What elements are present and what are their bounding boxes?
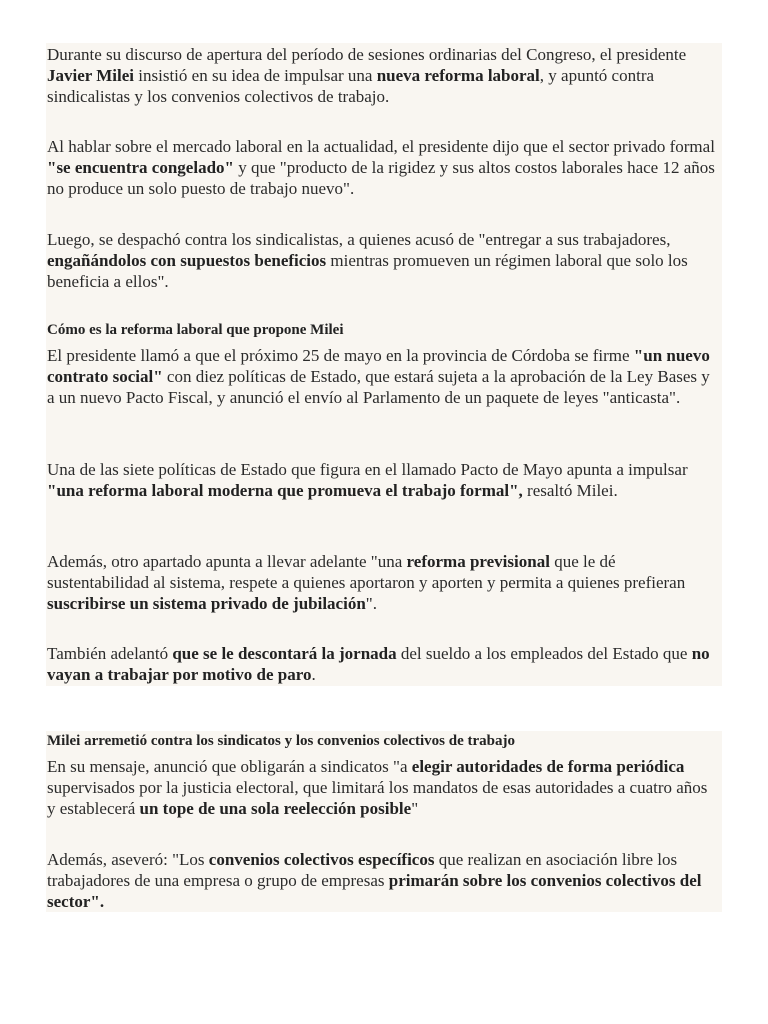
text-segment: ". xyxy=(365,594,377,613)
text-segment: Una de las siete políticas de Estado que figura en el llamado Pacto de Mayo apunta a impulsar xyxy=(47,460,688,479)
article-paragraph xyxy=(47,551,718,614)
bold-text-segment: "una reforma laboral moderna que promueva el trabajo formal", xyxy=(47,481,523,500)
text-segment: Durante su discurso de apertura del período de sesiones ordinarias del Congreso, el presidente xyxy=(47,45,687,64)
article-paragraph xyxy=(47,849,718,912)
bold-text-segment: "se encuentra congelado" xyxy=(47,158,234,177)
text-segment: resaltó Milei. xyxy=(522,481,618,500)
text-segment: que realizan en asociación libre los trabajadores de una empresa o grupo de empresas xyxy=(47,850,678,890)
article-paragraph xyxy=(47,756,718,819)
text-segment: . xyxy=(311,665,316,684)
text-segment: , y apuntó contra sindicalistas y los convenios colectivos de trabajo. xyxy=(47,66,655,106)
text-segment: del sueldo a los empleados del Estado que xyxy=(396,644,692,663)
text-segment: En su mensaje, anunció que obligarán a sindicatos "a xyxy=(47,757,412,776)
article-block-sindicatos xyxy=(46,731,722,912)
bold-text-segment: convenios colectivos específicos xyxy=(208,850,435,869)
text-segment: insistió en su idea de impulsar una xyxy=(134,66,377,85)
bold-text-segment: elegir autoridades de forma periódica xyxy=(411,757,685,776)
text-segment: supervisados por la justicia electoral, que limitará los mandatos de esas autoridades a cuatro años y establecerá xyxy=(47,778,708,818)
bold-text-segment: engañándolos con supuestos beneficios xyxy=(47,251,327,270)
section-heading: Milei arremetió contra los sindicatos y los convenios colectivos de trabajo xyxy=(47,733,515,749)
bold-text-segment: "un nuevo contrato social" xyxy=(47,346,710,386)
text-segment: Además, aseveró: "Los xyxy=(47,850,209,869)
article-paragraph xyxy=(47,229,718,292)
text-segment: y que "producto de la rigidez y sus altos costos laborales hace 12 años no produce un solo puesto de trabajo nuevo". xyxy=(47,158,715,198)
bold-text-segment: suscribirse un sistema privado de jubilación xyxy=(47,594,366,613)
text-segment: " xyxy=(411,799,419,818)
bold-text-segment: un tope de una sola reelección posible xyxy=(139,799,412,818)
article-paragraph xyxy=(47,136,718,199)
bold-text-segment: reforma previsional xyxy=(406,552,550,571)
bold-text-segment: que se le descontará la jornada xyxy=(172,644,397,663)
article-paragraph xyxy=(47,345,718,408)
text-segment: con diez políticas de Estado, que estará sujeta a la aprobación de la Ley Bases y a un nuevo Pacto Fiscal, y anunció el envío al Parlamento de un paquete de leyes "anticasta". xyxy=(47,367,710,407)
text-segment: El presidente llamó a que el próximo 25 de mayo en la provincia de Córdoba se firme xyxy=(47,346,634,365)
bold-text-segment: nueva reforma laboral xyxy=(376,66,540,85)
text-segment: Además, otro apartado apunta a llevar adelante "una xyxy=(47,552,407,571)
bold-text-segment: primarán sobre los convenios colectivos del sector". xyxy=(47,871,702,911)
text-segment: mientras promueven un régimen laboral que solo los beneficia a ellos". xyxy=(47,251,688,291)
bold-text-segment: Javier Milei xyxy=(47,66,135,85)
text-segment: Al hablar sobre el mercado laboral en la actualidad, el presidente dijo que el sector privado formal xyxy=(47,137,715,156)
text-segment: que le dé sustentabilidad al sistema, respete a quienes aportaron y aporten y permita a quienes prefieran xyxy=(47,552,686,592)
article-block-main xyxy=(46,43,722,686)
article-paragraph xyxy=(47,459,718,501)
section-heading: Cómo es la reforma laboral que propone Milei xyxy=(47,322,344,338)
article-paragraph xyxy=(47,44,718,107)
text-segment: Luego, se despachó contra los sindicalistas, a quienes acusó de "entregar a sus trabajadores, xyxy=(47,230,671,249)
text-segment: También adelantó xyxy=(47,644,173,663)
bold-text-segment: no vayan a trabajar por motivo de paro xyxy=(47,644,710,684)
article-paragraph xyxy=(47,643,718,685)
